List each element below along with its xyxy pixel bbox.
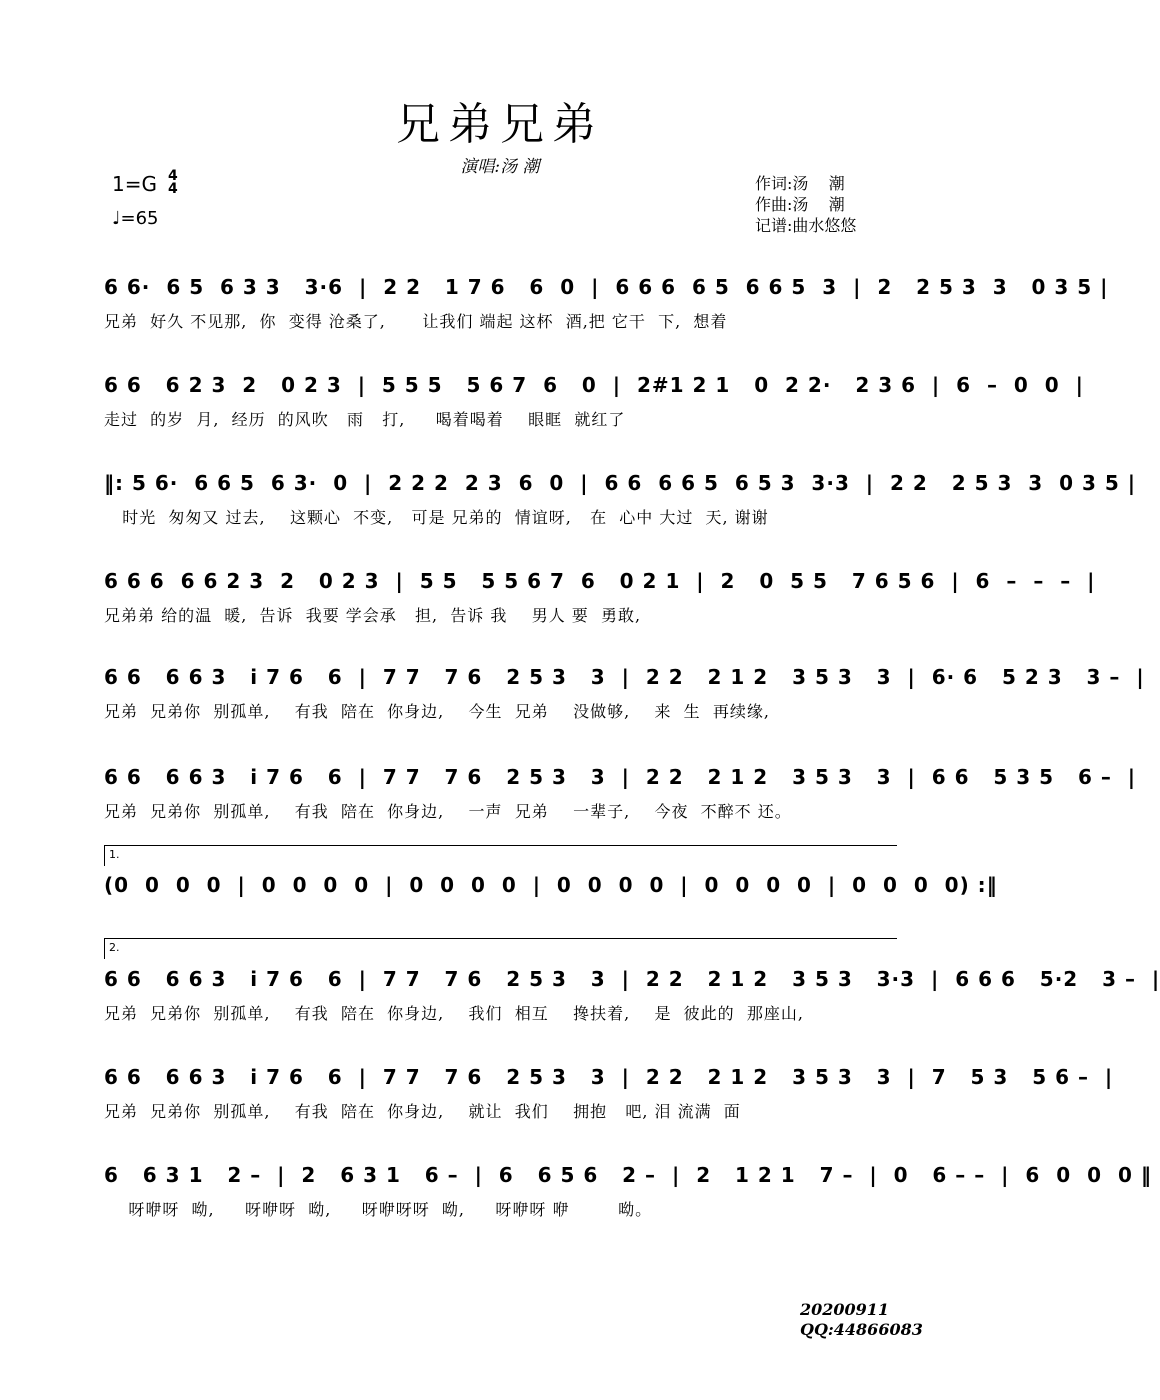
score-row-9 [104,1060,1114,1124]
notes-line: ‖: 5 6· 6 6 5 6 3· 0 | 2 2 2 2 3 6 0 | 6 6 6 6 5 6 5 3 3·3 | 2 2 2 5 3 3 0 3 5 | [104,471,1137,495]
lyrics-line: 呀咿呀 呦, 呀咿呀 呦, 呀咿呀呀 呦, 呀咿呀 咿 呦。 [104,1200,653,1219]
score-row-7 [104,868,998,902]
lyrics-line: 兄弟 兄弟你 别孤单, 有我 陪在 你身边, 一声 兄弟 一辈子, 今夜 不醉不 还。 [104,802,792,821]
notes-line: 6 6 6 6 3 i 7 6 6 | 7 7 7 6 2 5 3 3 | 2 2 2 1 2 3 5 3 3 | 6· 6 5 2 3 3 – | [104,665,1145,689]
time-signature [168,170,178,196]
lyrics-line: 兄弟 好久 不见那, 你 变得 沧桑了, 让我们 端起 这杯 酒,把 它干 下, 想着 [104,312,728,331]
meter-top: 4 [168,168,178,184]
key-signature: 1=G [112,172,157,196]
second-ending-bracket [104,938,897,959]
lyrics-line: 兄弟弟 给的温 暖, 告诉 我要 学会承 担, 告诉 我 男人 要 勇敢, [104,606,642,625]
notes-line: 6 6 6 6 3 i 7 6 6 | 7 7 7 6 2 5 3 3 | 2 2 2 1 2 3 5 3 3 | 7 5 3 5 6 – | [104,1065,1114,1089]
date-stamp: 20200911 [800,1300,890,1319]
score-row-2 [104,368,1084,432]
meter-bottom: 4 [168,181,178,197]
notes-line: (0 0 0 0 | 0 0 0 0 | 0 0 0 0 | 0 0 0 0 | 0 0 0 0 | 0 0 0 0) :‖ [104,873,998,897]
credits-block [755,173,856,236]
score-row-8 [104,962,1160,1026]
score-row-5 [104,660,1145,724]
first-ending-label: 1. [109,848,120,861]
lyrics-line: 兄弟 兄弟你 别孤单, 有我 陪在 你身边, 我们 相互 搀扶着, 是 彼此的 那座山, [104,1004,804,1023]
qq-contact: QQ:44866083 [800,1320,923,1339]
lyrics-line: 时光 匆匆又 过去, 这颗心 不变, 可是 兄弟的 情谊呀, 在 心中 大过 天, 谢谢 [104,508,769,527]
notes-line: 6 6 6 2 3 2 0 2 3 | 5 5 5 5 6 7 6 0 | 2#1 2 1 0 2 2· 2 3 6 | 6 – 0 0 | [104,373,1084,397]
first-ending-bracket [104,845,897,866]
score-row-6 [104,760,1137,824]
tempo-marking: ♩=65 [112,208,159,229]
lyrics-line: 走过 的岁 月, 经历 的风吹 雨 打, 喝着喝着 眼眶 就红了 [104,410,626,429]
notes-line: 6 6 6 6 3 i 7 6 6 | 7 7 7 6 2 5 3 3 | 2 2 2 1 2 3 5 3 3·3 | 6 6 6 5·2 3 – | [104,967,1160,991]
composer-credit: 作曲:汤 潮 [755,195,845,214]
second-ending-label: 2. [109,941,120,954]
song-title: 兄弟兄弟 [396,99,604,150]
score-row-1 [104,270,1109,334]
lyrics-line: 兄弟 兄弟你 别孤单, 有我 陪在 你身边, 就让 我们 拥抱 吧, 泪 流满 面 [104,1102,741,1121]
footer-info [800,1300,923,1340]
notes-line: 6 6 6 6 3 i 7 6 6 | 7 7 7 6 2 5 3 3 | 2 2 2 1 2 3 5 3 3 | 6 6 5 3 5 6 – | [104,765,1137,789]
score-row-3 [104,466,1137,530]
singer-credit: 演唱:汤 潮 [460,157,540,177]
transcriber-credit: 记谱:曲水悠悠 [755,216,857,235]
lyricist-credit: 作词:汤 潮 [755,174,845,193]
lyrics-line: 兄弟 兄弟你 别孤单, 有我 陪在 你身边, 今生 兄弟 没做够, 来 生 再续缘, [104,702,770,721]
score-row-10 [104,1158,1152,1222]
notes-line: 6 6· 6 5 6 3 3 3·6 | 2 2 1 7 6 6 0 | 6 6 6 6 5 6 6 5 3 | 2 2 5 3 3 0 3 5 | [104,275,1109,299]
score-row-4 [104,564,1096,628]
notes-line: 6 6 3 1 2 – | 2 6 3 1 6 – | 6 6 5 6 2 – | 2 1 2 1 7 – | 0 6 – – | 6 0 0 0 ‖ [104,1163,1152,1187]
notes-line: 6 6 6 6 6 2 3 2 0 2 3 | 5 5 5 5 6 7 6 0 2 1 | 2 0 5 5 7 6 5 6 | 6 – – – | [104,569,1096,593]
